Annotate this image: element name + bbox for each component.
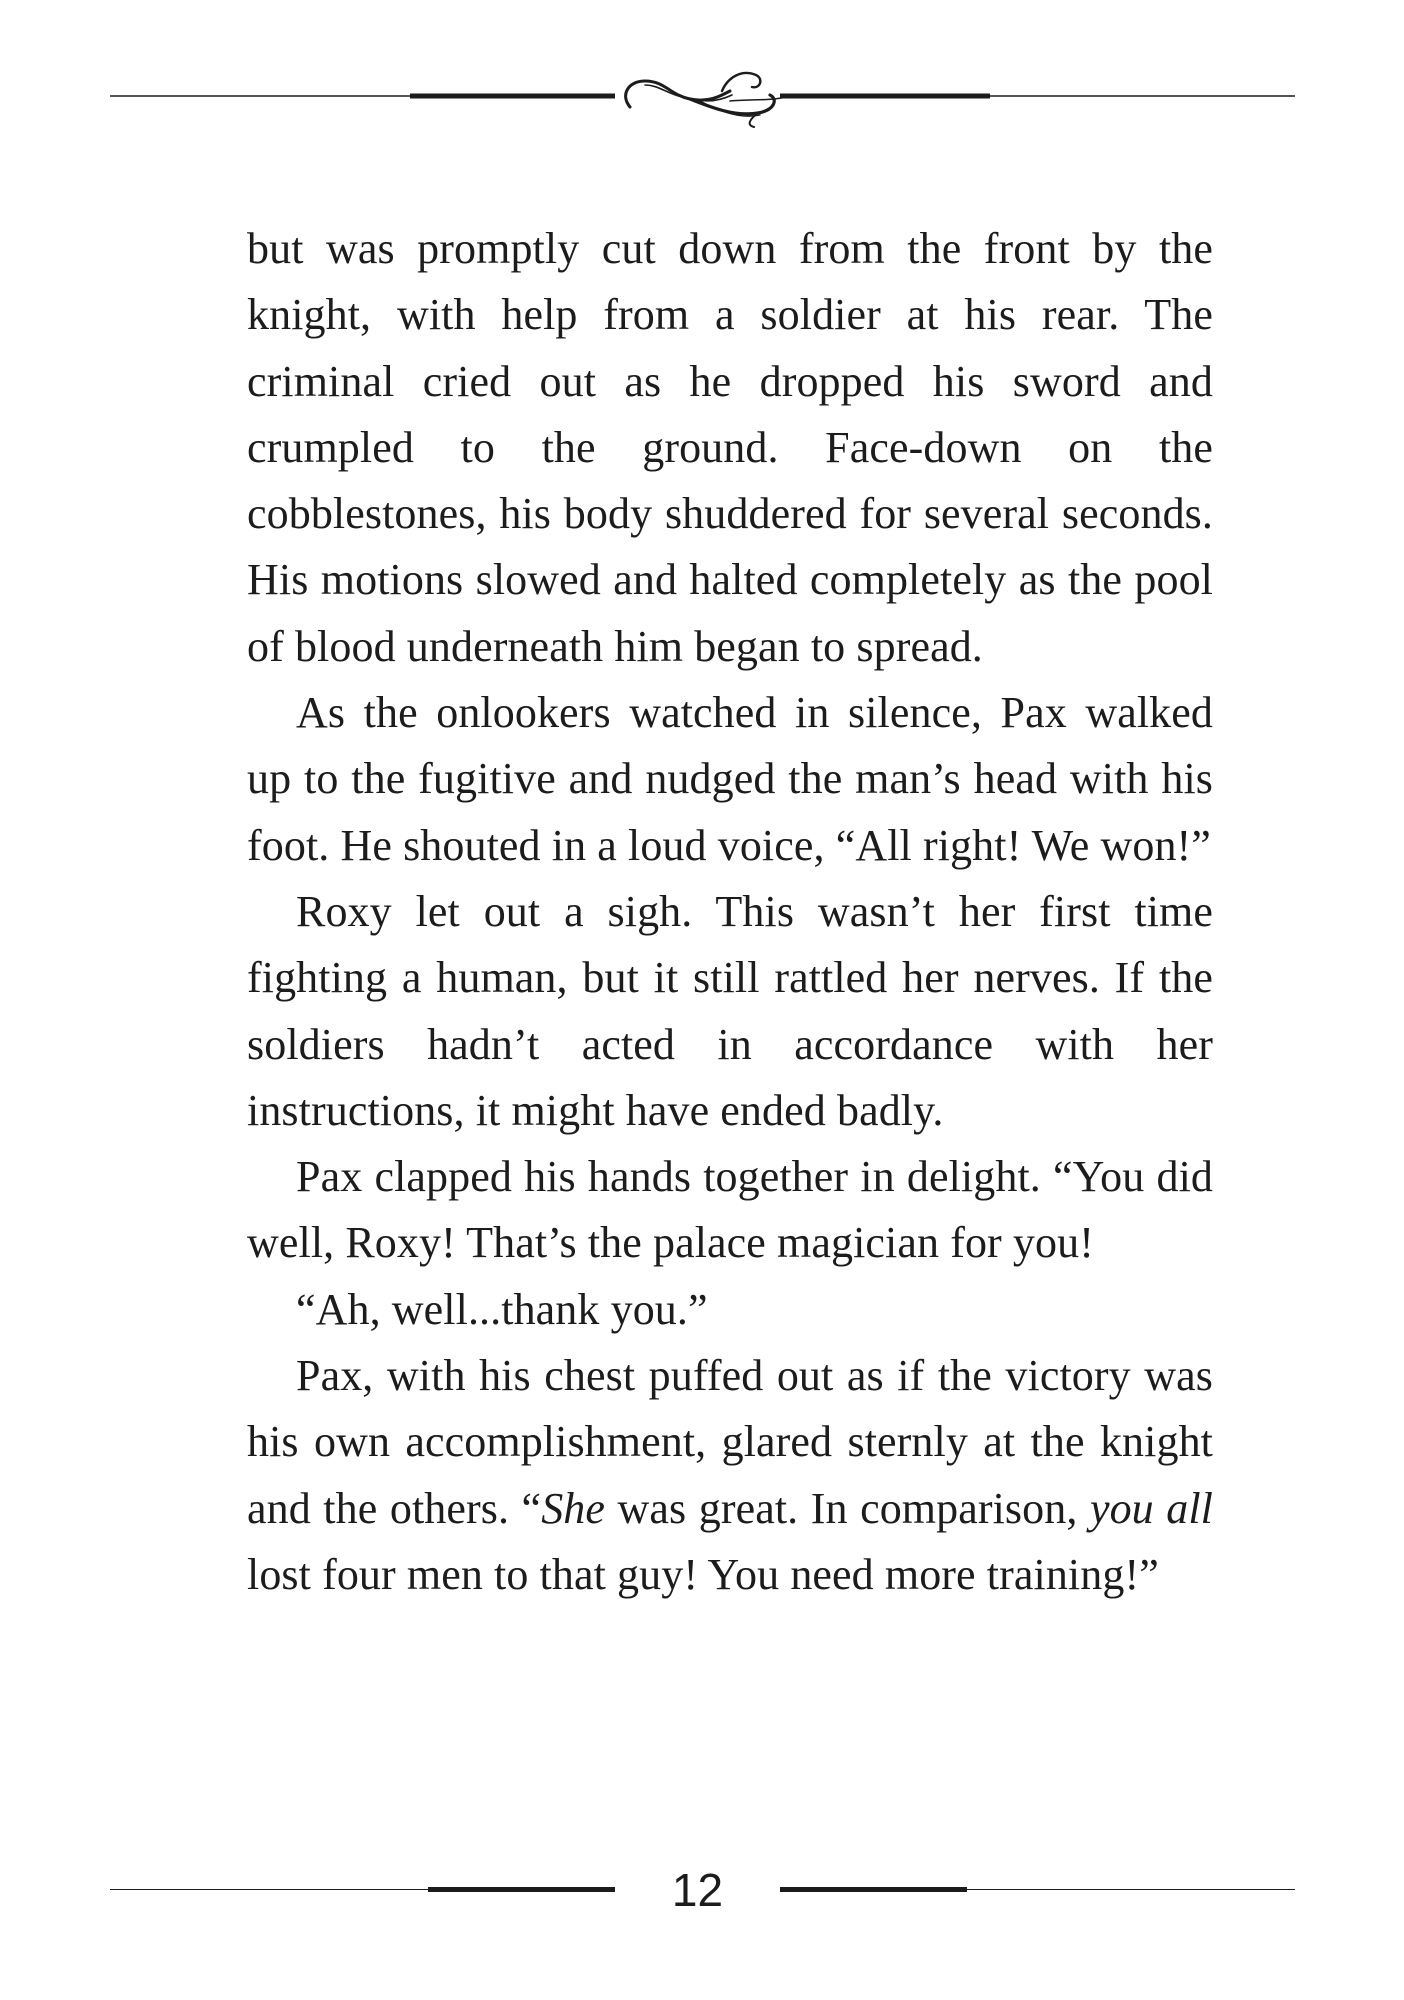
- emphasis-you-all: you all: [1089, 1483, 1213, 1533]
- emphasis-she: She: [541, 1483, 606, 1533]
- paragraph-6-part-c: was great. In comparison,: [605, 1483, 1090, 1533]
- paragraph-2: As the onlookers watched in silence, Pax walked up to the fugitive and nudged the man’s head with his foot. He shouted in a loud voice, “All right! We won!”: [247, 688, 1213, 870]
- paragraph-1: but was promptly cut down from the front by the knight, with help from a soldier at his rear. The criminal cried out as he dropped his sword and crumpled to the ground. Face-down on the cobblestones, his body shuddered for several seconds. His motions slowed and halted completely as the pool of blood underneath him began to spread.: [247, 224, 1213, 671]
- flourish-ornament-icon: [626, 73, 786, 127]
- paragraph-6-part-a: Pax, with his chest puffed out as if the victory was his own accomplishment, glared sternly at the knight and the others. “: [247, 1351, 1213, 1533]
- header-ornament: [110, 55, 1295, 135]
- paragraph-5: “Ah, well...thank you.”: [296, 1284, 708, 1334]
- footer-rule-left-thick: [428, 1887, 615, 1892]
- paragraph-6-part-e: lost four men to that guy! You need more training!”: [247, 1549, 1159, 1599]
- paragraph-3: Roxy let out a sigh. This wasn’t her first time fighting a human, but it still rattled her nerves. If the soldiers hadn’t acted in accordance with her instructions, it might have ended badly.: [247, 886, 1213, 1135]
- page-number: 12: [671, 1864, 724, 1916]
- footer-rule-right-thick: [780, 1887, 967, 1892]
- page-text: [247, 216, 1213, 1608]
- paragraph-6: [247, 1343, 1213, 1608]
- page-footer: [110, 1860, 1295, 1920]
- paragraph-4: Pax clapped his hands together in delight. “You did well, Roxy! That’s the palace magician for you!: [247, 1152, 1213, 1268]
